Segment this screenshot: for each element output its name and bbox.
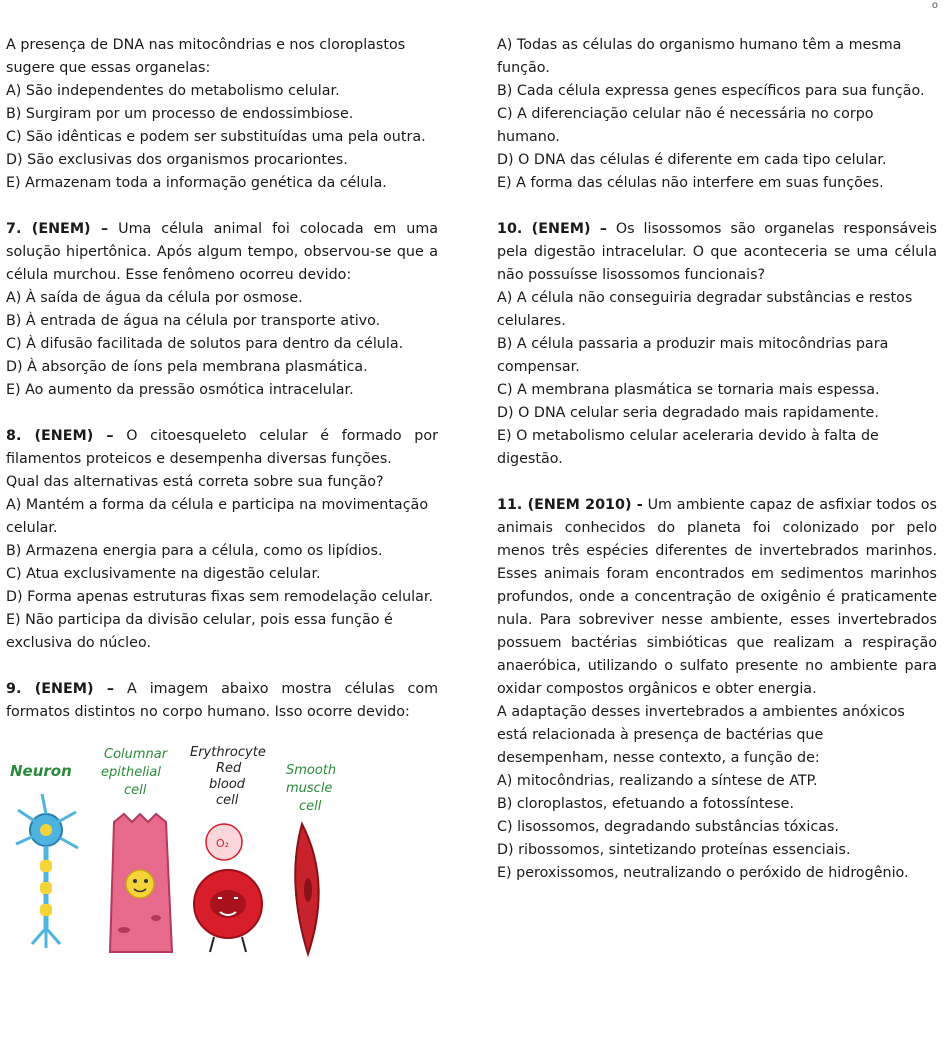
- option-c: C) À difusão facilitada de solutos para dentro da célula.: [6, 336, 404, 352]
- option-d: D) O DNA celular seria degradado mais rapidamente.: [497, 405, 879, 421]
- cell-types-figure: [6, 732, 348, 962]
- option-a: A) A célula não conseguiria degradar substâncias e restos celulares.: [497, 290, 913, 329]
- option-c: C) São idênticas e podem ser substituídas uma pela outra.: [6, 129, 426, 145]
- question-text: A imagem abaixo mostra células com formatos distintos no corpo humano. Isso ocorre devido:: [6, 681, 439, 720]
- question-text: Os lisossomos são organelas responsáveis pela digestão intracelular. O que aconteceria se uma célula não possuísse lisossomos funcionais?: [497, 221, 937, 283]
- question-9-options: [497, 34, 937, 195]
- question-number: 8. (ENEM) –: [6, 428, 114, 444]
- option-a: A) São independentes do metabolismo celular.: [6, 83, 340, 99]
- option-d: D) Forma apenas estruturas fixas sem remodelação celular.: [6, 589, 434, 605]
- question-9: [6, 678, 438, 962]
- columnar-epithelial-cell: [110, 814, 172, 952]
- oxygen-label: O₂: [216, 837, 230, 850]
- right-column: [497, 34, 937, 885]
- question-11: [497, 494, 937, 885]
- option-d: D) À absorção de íons pela membrana plasmática.: [6, 359, 368, 375]
- question-text: Uma célula animal foi colocada em uma solução hipertônica. Após algum tempo, observou-se que a célula murchou. Esse fenômeno ocorreu devido:: [6, 221, 439, 283]
- option-a: A) Todas as células do organismo humano têm a mesma função.: [497, 37, 902, 76]
- left-column: [6, 34, 438, 962]
- cell-types-illustration: [6, 732, 348, 962]
- question-stem: [6, 218, 438, 287]
- columnar-label-line2: epithelial: [101, 765, 161, 780]
- rbc-label-line2: blood: [209, 777, 246, 792]
- question-7: [6, 218, 438, 402]
- question-intro: [6, 34, 438, 195]
- option-d: D) São exclusivas dos organismos procariontes.: [6, 152, 348, 168]
- question-8: [6, 425, 438, 655]
- option-e: E) Armazenam toda a informação genética da célula.: [6, 175, 387, 191]
- option-a: A) mitocôndrias, realizando a síntese de ATP.: [497, 773, 818, 789]
- option-b: B) Surgiram por um processo de endossimbiose.: [6, 106, 354, 122]
- smooth-muscle-cell: [295, 824, 318, 954]
- rbc-label-line3: cell: [216, 793, 239, 808]
- question-10: [497, 218, 937, 471]
- smooth-muscle-label-line2: muscle: [286, 781, 333, 796]
- option-c: C) A membrana plasmática se tornaria mais espessa.: [497, 382, 880, 398]
- option-e: E) peroxissomos, neutralizando o peróxido de hidrogênio.: [497, 865, 909, 881]
- option-c: C) lisossomos, degradando substâncias tóxicas.: [497, 819, 839, 835]
- question-subprompt: A adaptação desses invertebrados a ambientes anóxicos está relacionada à presença de bactérias que desempenham, nesse contexto, a função de:: [497, 704, 905, 766]
- columnar-label-line3: cell: [124, 783, 147, 798]
- option-d: D) O DNA das células é diferente em cada tipo celular.: [497, 152, 887, 168]
- question-number: 7. (ENEM) –: [6, 221, 109, 237]
- option-c: C) Atua exclusivamente na digestão celular.: [6, 566, 321, 582]
- question-number: 9. (ENEM) –: [6, 681, 115, 697]
- question-text: O citoesqueleto celular é formado por filamentos proteicos e desempenha diversas funções.: [6, 428, 438, 467]
- question-number: 10. (ENEM) –: [497, 221, 607, 237]
- option-e: E) O metabolismo celular aceleraria devido à falta de digestão.: [497, 428, 879, 467]
- option-b: B) cloroplastos, efetuando a fotossíntese.: [497, 796, 795, 812]
- option-a: A) À saída de água da célula por osmose.: [6, 290, 303, 306]
- option-b: B) Armazena energia para a célula, como os lipídios.: [6, 543, 383, 559]
- red-blood-cell: [194, 824, 262, 952]
- option-c: C) A diferenciação celular não é necessária no corpo humano.: [497, 106, 874, 145]
- question-subprompt: Qual das alternativas está correta sobre sua função?: [6, 474, 384, 490]
- option-d: D) ribossomos, sintetizando proteínas essenciais.: [497, 842, 851, 858]
- question-number: 11. (ENEM 2010) -: [497, 497, 643, 513]
- option-a: A) Mantém a forma da célula e participa na movimentação celular.: [6, 497, 429, 536]
- option-e: E) Ao aumento da pressão osmótica intracelular.: [6, 382, 354, 398]
- option-e: E) Não participa da divisão celular, pois essa função é exclusiva do núcleo.: [6, 612, 393, 651]
- option-b: B) Cada célula expressa genes específicos para sua função.: [497, 83, 925, 99]
- option-b: B) À entrada de água na célula por transporte ativo.: [6, 313, 381, 329]
- question-stem: [497, 494, 937, 701]
- neuron-label: Neuron: [10, 762, 72, 780]
- erythrocyte-label: Erythrocyte: [190, 745, 266, 760]
- question-stem: A presença de DNA nas mitocôndrias e nos cloroplastos sugere que essas organelas:: [6, 37, 406, 76]
- rbc-label-line1: Red: [216, 761, 242, 776]
- smooth-muscle-label-line3: cell: [299, 799, 322, 814]
- columnar-label-line1: Columnar: [104, 747, 168, 762]
- page-corner-mark: o: [931, 0, 938, 11]
- neuron-cell: [16, 794, 78, 948]
- question-stem: [6, 425, 438, 471]
- question-stem: [6, 678, 438, 724]
- option-b: B) A célula passaria a produzir mais mitocôndrias para compensar.: [497, 336, 889, 375]
- question-stem: [497, 218, 937, 287]
- question-text: Um ambiente capaz de asfixiar todos os animais conhecidos do planeta foi colonizado por pelo menos três espécies diferentes de invertebrados marinhos. Esses animais foram encontrados em sedimentos marinhos profundos, onde a concentração de oxigênio é praticamente nula. Para sobreviver nesse ambiente, esses invertebrados possuem bactérias simbióticas que realizam a respiração anaeróbica, utilizando o sulfato presente no ambiente para oxidar compostos orgânicos e obter energia.: [497, 497, 938, 697]
- option-e: E) A forma das células não interfere em suas funções.: [497, 175, 884, 191]
- smooth-muscle-label-line1: Smooth: [286, 763, 337, 778]
